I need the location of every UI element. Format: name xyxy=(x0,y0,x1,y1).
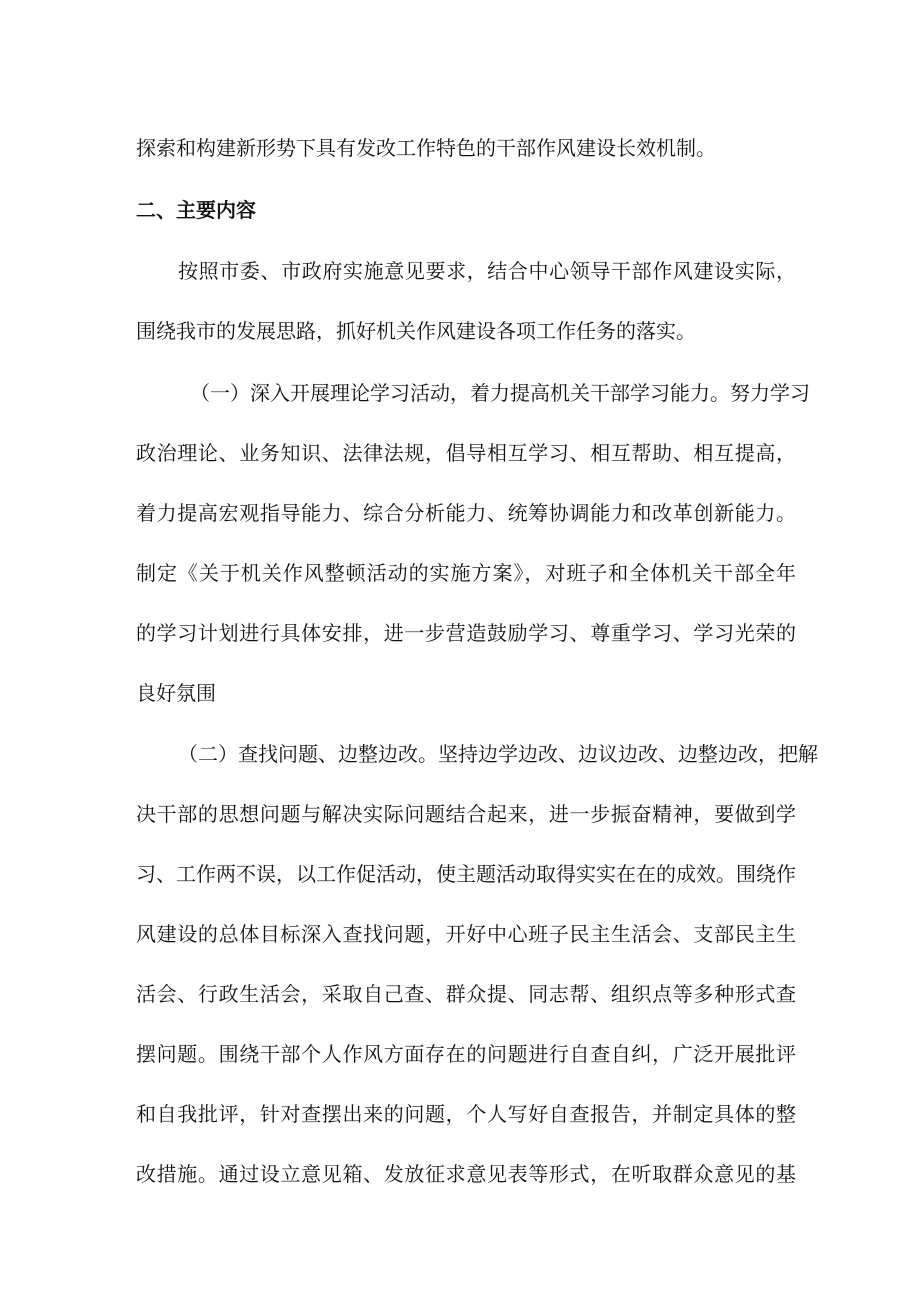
paragraph-two-line-5: 活会、行政生活会，采取自己查、群众提、同志帮、组织点等多种形式查 xyxy=(136,982,796,1006)
paragraph-one-line-2: 政治理论、业务知识、法律法规，倡导相互学习、相互帮助、相互提高， xyxy=(136,441,796,465)
paragraph-two-line-3: 习、工作两不误，以工作促活动，使主题活动取得实实在在的成效。围绕作 xyxy=(136,862,796,886)
paragraph-one-line-6: 良好氛围 xyxy=(136,681,216,705)
paragraph-two-line-2: 决干部的思想问题与解决实际问题结合起来，进一步振奋精神，要做到学 xyxy=(136,802,796,826)
paragraph-two-line-6: 摆问题。围绕干部个人作风方面存在的问题进行自查自纠，广泛开展批评 xyxy=(136,1042,796,1066)
intro-continuation-line: 探索和构建新形势下具有发改工作特色的干部作风建设长效机制。 xyxy=(136,136,716,160)
paragraph-one-line-5: 的学习计划进行具体安排，进一步营造鼓励学习、尊重学习、学习光荣的 xyxy=(136,621,796,645)
paragraph-one-line-1: （一）深入开展理论学习活动，着力提高机关干部学习能力。努力学习 xyxy=(190,381,810,405)
paragraph-main-line-2: 围绕我市的发展思路，抓好机关作风建设各项工作任务的落实。 xyxy=(136,319,696,343)
paragraph-two-line-4: 风建设的总体目标深入查找问题，开好中心班子民主生活会、支部民主生 xyxy=(136,922,796,946)
paragraph-two-line-7: 和自我批评，针对查摆出来的问题，个人写好自查报告，并制定具体的整 xyxy=(136,1102,796,1126)
paragraph-two-line-8: 改措施。通过设立意见箱、发放征求意见表等形式，在听取群众意见的基 xyxy=(136,1162,796,1186)
paragraph-two-line-1: （二）查找问题、边整边改。坚持边学边改、边议边改、边整边改，把解 xyxy=(178,742,818,766)
paragraph-one-line-4: 制定《关于机关作风整顿活动的实施方案》，对班子和全体机关干部全年 xyxy=(136,561,796,585)
section-heading: 二、主要内容 xyxy=(136,198,256,222)
paragraph-main-line-1: 按照市委、市政府实施意见要求，结合中心领导干部作风建设实际， xyxy=(178,259,796,283)
paragraph-one-line-3: 着力提高宏观指导能力、综合分析能力、统筹协调能力和改革创新能力。 xyxy=(136,501,796,525)
